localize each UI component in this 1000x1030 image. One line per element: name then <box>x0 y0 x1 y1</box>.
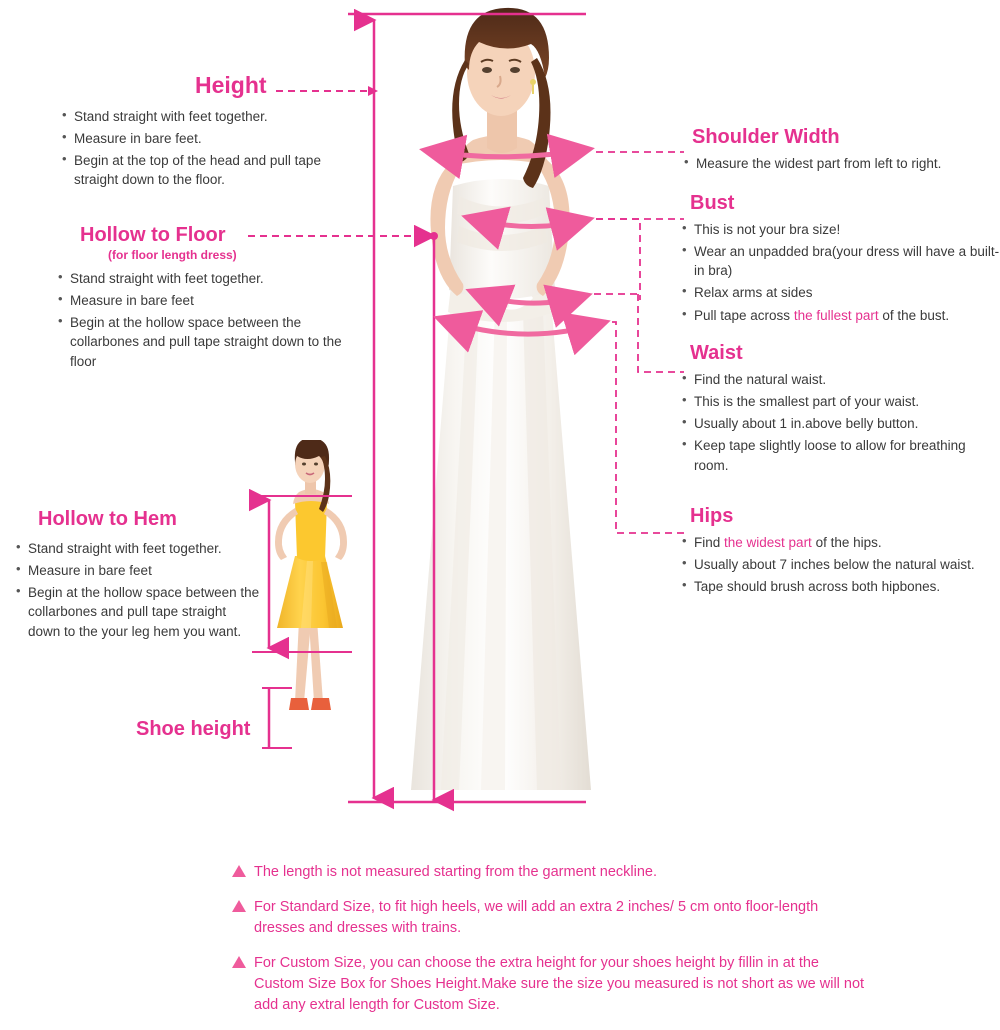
hollow-hem-bullet-1: • Stand straight with feet together. <box>14 539 262 558</box>
shoulder-bullet-1: • Measure the widest part from left to right. <box>682 154 992 173</box>
height-bullet-2: • Measure in bare feet. <box>60 129 360 148</box>
section-shoe-height-title: Shoe height <box>136 718 251 740</box>
hips-bullet-3: • Tape should brush across both hipbones. <box>680 577 990 596</box>
section-bust <box>690 192 1000 328</box>
hips-bullet-1-em: the widest part <box>724 535 812 550</box>
bust-bullet-3: • Relax arms at sides <box>680 283 1000 302</box>
warning-triangle-icon <box>232 900 246 912</box>
hollow-hem-bullet-2: • Measure in bare feet <box>14 561 262 580</box>
section-shoe-height <box>136 718 250 741</box>
hips-bullet-2: • Usually about 7 inches below the natural waist. <box>680 555 990 574</box>
footer-notes <box>232 862 872 1030</box>
warning-triangle-icon <box>232 956 246 968</box>
section-hollow-to-floor-title: Hollow to Floor <box>80 224 226 246</box>
bust-bullet-4 <box>680 306 1000 325</box>
hollow-floor-bullet-2: • Measure in bare feet <box>56 291 353 310</box>
hollow-floor-bullet-3: • Begin at the hollow space between the collarbones and pull tape straight down to the floor <box>56 313 353 370</box>
hips-bullet-1 <box>680 533 990 552</box>
hollow-hem-bullet-3: • Begin at the hollow space between the collarbones and pull tape straight down to the your leg hem you want. <box>14 583 262 640</box>
section-hollow-to-floor <box>48 224 353 374</box>
footer-note-2-text: For Standard Size, to fit high heels, we will add an extra 2 inches/ 5 cm onto floor-length dresses and dresses with trains. <box>254 899 819 937</box>
waist-bullet-1: • Find the natural waist. <box>680 370 990 389</box>
section-shoulder-width-title: Shoulder Width <box>692 126 840 148</box>
section-waist-title: Waist <box>690 342 743 364</box>
short-dress-model-photo <box>255 440 365 750</box>
height-bullet-1: • Stand straight with feet together. <box>60 107 360 126</box>
footer-note-1-text: The length is not measured starting from the garment neckline. <box>254 864 657 880</box>
waist-bullet-2: • This is the smallest part of your waist. <box>680 392 990 411</box>
section-waist <box>690 342 990 478</box>
section-bust-title: Bust <box>690 192 735 214</box>
height-bullet-3: • Begin at the top of the head and pull tape straight down to the floor. <box>60 151 360 189</box>
hollow-floor-bullet-1: • Stand straight with feet together. <box>56 269 353 288</box>
waist-bullet-4: • Keep tape slightly loose to allow for breathing room. <box>680 436 990 474</box>
section-height-title: Height <box>195 72 267 98</box>
footer-note-3 <box>232 953 872 1016</box>
hips-bullet-1-pre: Find <box>694 535 725 550</box>
bust-bullet-4-pre: Pull tape across <box>694 307 794 323</box>
bust-bullet-4-em: the fullest part <box>793 307 879 323</box>
section-hollow-to-hem <box>14 508 262 644</box>
section-hips-title: Hips <box>690 505 734 527</box>
footer-note-2 <box>232 897 872 939</box>
bust-bullet-1: • This is not your bra size! <box>680 220 1000 239</box>
section-shoulder-width <box>692 126 992 176</box>
section-hips <box>690 505 990 599</box>
bust-bullet-4-post: of the bust. <box>878 307 950 323</box>
section-hollow-to-hem-title: Hollow to Hem <box>38 508 177 530</box>
section-height <box>60 72 360 193</box>
footer-note-3-text: For Custom Size, you can choose the extra height for your shoes height by fillin in at the Custom Size Box for Shoes Height.Make sure the size you measured is not short as we will not add any extral length for Custom Size. <box>254 955 865 1014</box>
warning-triangle-icon <box>232 865 246 877</box>
footer-note-1 <box>232 862 872 883</box>
bride-photo <box>355 0 645 815</box>
section-hollow-to-floor-subtitle: (for floor length dress) <box>108 248 237 262</box>
hips-bullet-1-post: of the hips. <box>811 535 882 550</box>
waist-bullet-3: • Usually about 1 in.above belly button. <box>680 414 990 433</box>
bust-bullet-2: • Wear an unpadded bra(your dress will have a built-in bra) <box>680 242 1000 280</box>
